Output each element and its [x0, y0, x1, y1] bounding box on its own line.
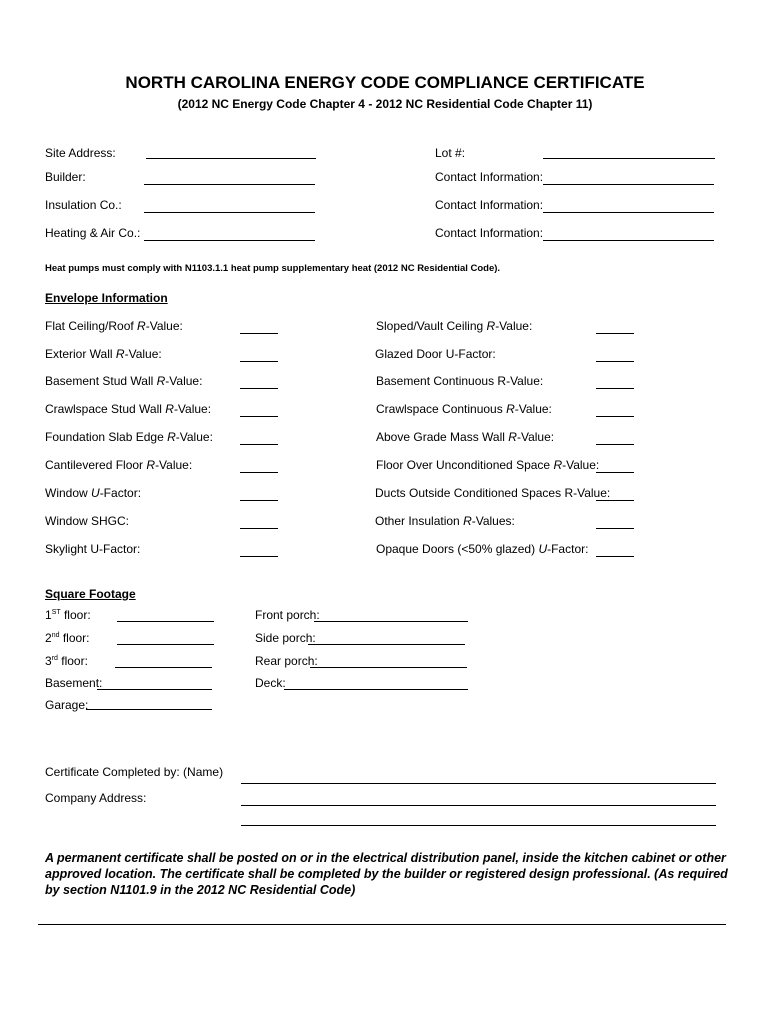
rear-porch-field[interactable] — [310, 655, 467, 668]
side-porch-field[interactable] — [308, 632, 465, 645]
second-floor-label: 2nd floor: — [45, 631, 90, 645]
bottom-divider — [38, 924, 726, 925]
envelope-left-field-2[interactable] — [240, 376, 278, 389]
envelope-right-field-8[interactable] — [596, 544, 634, 557]
builder-label: Builder: — [45, 170, 86, 184]
envelope-left-label-8: Skylight U-Factor: — [45, 542, 141, 556]
envelope-left-field-7[interactable] — [240, 516, 278, 529]
envelope-left-label-5: Cantilevered Floor R-Value: — [45, 458, 193, 472]
posting-notice: A permanent certificate shall be posted on or in the electrical distribution panel, inside the kitchen cabinet or other approved location. The certificate shall be completed by the builder or registered design professional. (As required by section N1101.9 in the 2012 NC Residential Code) — [45, 851, 728, 897]
envelope-left-field-0[interactable] — [240, 321, 278, 334]
envelope-left-field-6[interactable] — [240, 488, 278, 501]
completed-by-field[interactable] — [241, 771, 716, 784]
lot-field[interactable] — [543, 146, 715, 159]
envelope-right-label-0: Sloped/Vault Ceiling R-Value: — [376, 319, 533, 333]
third-floor-field[interactable] — [115, 655, 212, 668]
envelope-right-label-3: Crawlspace Continuous R-Value: — [376, 402, 552, 416]
first-floor-field[interactable] — [117, 609, 214, 622]
front-porch-field[interactable] — [314, 609, 468, 622]
square-footage-heading: Square Footage — [45, 587, 136, 601]
heating-field[interactable] — [144, 228, 315, 241]
builder-contact-field[interactable] — [543, 172, 714, 185]
envelope-right-label-4: Above Grade Mass Wall R-Value: — [376, 430, 555, 444]
first-floor-label: 1ST floor: — [45, 608, 91, 622]
envelope-heading: Envelope Information — [45, 291, 168, 305]
deck-label: Deck: — [255, 676, 286, 690]
deck-field[interactable] — [284, 677, 468, 690]
garage-label: Garage: — [45, 698, 89, 712]
envelope-left-field-1[interactable] — [240, 349, 278, 362]
side-porch-label: Side porch: — [255, 631, 316, 645]
envelope-right-field-4[interactable] — [596, 432, 634, 445]
builder-field[interactable] — [144, 172, 315, 185]
second-floor-field[interactable] — [117, 632, 214, 645]
completed-by-label: Certificate Completed by: (Name) — [45, 765, 224, 779]
page-title: NORTH CAROLINA ENERGY CODE COMPLIANCE CERTIFICATE — [125, 73, 645, 92]
envelope-left-label-2: Basement Stud Wall R-Value: — [45, 374, 203, 388]
envelope-left-field-5[interactable] — [240, 460, 278, 473]
envelope-right-field-7[interactable] — [596, 516, 634, 529]
envelope-right-label-1: Glazed Door U-Factor: — [375, 347, 496, 361]
insulation-label: Insulation Co.: — [45, 198, 122, 212]
envelope-right-field-2[interactable] — [596, 376, 634, 389]
envelope-right-field-5[interactable] — [596, 460, 634, 473]
company-address-label: Company Address: — [45, 791, 147, 805]
front-porch-label: Front porch: — [255, 608, 320, 622]
heating-label: Heating & Air Co.: — [45, 226, 141, 240]
insulation-field[interactable] — [144, 200, 315, 213]
envelope-left-label-0: Flat Ceiling/Roof R-Value: — [45, 319, 183, 333]
envelope-left-label-3: Crawlspace Stud Wall R-Value: — [45, 402, 212, 416]
site-address-field[interactable] — [146, 146, 316, 159]
envelope-left-label-1: Exterior Wall R-Value: — [45, 347, 162, 361]
third-floor-label: 3rd floor: — [45, 654, 88, 668]
company-address-field-2[interactable] — [241, 813, 716, 826]
envelope-left-field-8[interactable] — [240, 544, 278, 557]
basement-field[interactable] — [97, 677, 212, 690]
heating-contact-field[interactable] — [543, 228, 714, 241]
envelope-right-label-7: Other Insulation R-Values: — [375, 514, 515, 528]
envelope-right-field-0[interactable] — [596, 321, 634, 334]
envelope-right-label-2: Basement Continuous R-Value: — [376, 374, 544, 388]
company-address-field-1[interactable] — [241, 793, 716, 806]
envelope-left-field-4[interactable] — [240, 432, 278, 445]
page-subtitle: (2012 NC Energy Code Chapter 4 - 2012 NC Residential Code Chapter 11) — [177, 97, 593, 111]
insulation-contact-field[interactable] — [543, 200, 714, 213]
envelope-right-label-5: Floor Over Unconditioned Space R-Value: — [376, 458, 600, 472]
heating-contact-label: Contact Information: — [435, 226, 544, 240]
lot-label: Lot #: — [435, 146, 466, 160]
site-address-label: Site Address: — [45, 146, 116, 160]
envelope-left-field-3[interactable] — [240, 404, 278, 417]
heat-pump-note: Heat pumps must comply with N1103.1.1 heat pump supplementary heat (2012 NC Residential Code). — [45, 263, 501, 274]
envelope-right-label-8: Opaque Doors (<50% glazed) U-Factor: — [376, 542, 589, 556]
envelope-right-field-3[interactable] — [596, 404, 634, 417]
envelope-right-field-6[interactable] — [596, 488, 634, 501]
builder-contact-label: Contact Information: — [435, 170, 544, 184]
rear-porch-label: Rear porch: — [255, 654, 318, 668]
garage-field[interactable] — [86, 697, 212, 710]
envelope-right-field-1[interactable] — [596, 349, 634, 362]
insulation-contact-label: Contact Information: — [435, 198, 544, 212]
envelope-left-label-7: Window SHGC: — [45, 514, 130, 528]
envelope-left-label-6: Window U-Factor: — [45, 486, 142, 500]
basement-label: Basement: — [45, 676, 103, 690]
envelope-right-label-6: Ducts Outside Conditioned Spaces R-Value: — [375, 486, 611, 500]
envelope-left-label-4: Foundation Slab Edge R-Value: — [45, 430, 213, 444]
